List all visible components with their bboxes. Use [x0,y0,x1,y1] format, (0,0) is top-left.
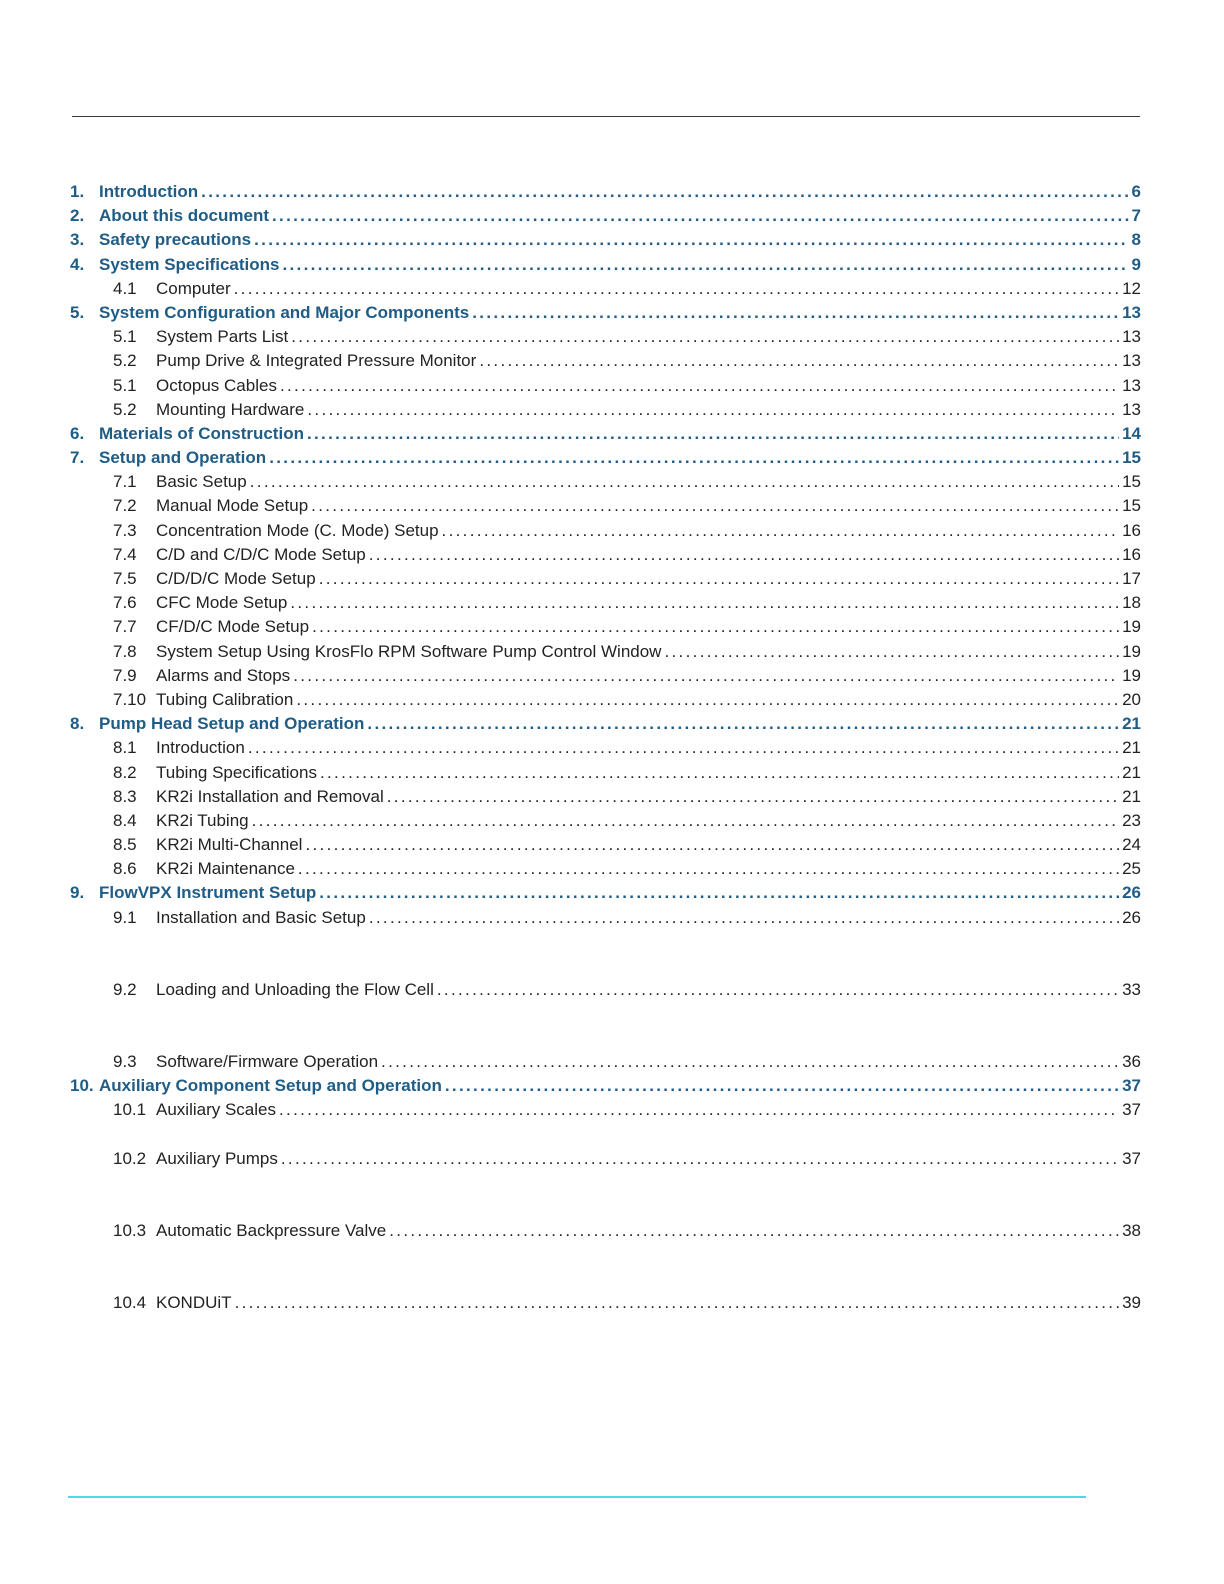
toc-entry-title: KONDUiT [156,1292,232,1312]
toc-entry-page: 24 [1122,835,1141,855]
toc-section-entry[interactable] [70,980,1141,1004]
toc-entry-number: 6. [70,423,85,443]
toc-entry-title: CFC Mode Setup [156,593,288,613]
toc-entry-page: 20 [1122,689,1141,709]
toc-entry-title: About this document [99,206,269,226]
toc-entry-title: Tubing Calibration [156,689,294,709]
toc-entry-page: 6 [1131,182,1141,201]
toc-entry-number: 7.5 [113,569,137,588]
toc-entry-page: 8 [1131,230,1141,250]
toc-entry-title: Safety precautions [99,230,252,250]
toc-entry-page: 23 [1122,810,1141,830]
toc-dot-leader [252,811,1119,831]
toc-entry-page: 25 [1122,859,1141,879]
toc-entry-title: Pump Head Setup and Operation [99,714,365,734]
toc-dot-leader [312,617,1119,637]
toc-entry-title: FlowVPX Instrument Setup [99,883,317,903]
toc-entry-page: 12 [1122,278,1141,298]
toc-entry-page: 37 [1122,1100,1141,1120]
toc-dot-leader [254,230,1128,250]
toc-dot-leader [664,642,1119,662]
toc-entry-page: 19 [1122,641,1141,661]
toc-entry-number: 8.1 [113,738,137,758]
toc-entry-number: 4. [70,254,85,274]
toc-entry-page: 13 [1122,375,1141,395]
toc-dot-leader [369,908,1119,928]
header-rule [72,116,1140,117]
toc-chapter-entry[interactable] [70,303,1141,327]
toc-entry-title: KR2i Installation and Removal [156,786,384,806]
toc-entry-number: 10.2 [113,1148,147,1168]
toc-entry-page: 13 [1122,399,1141,419]
toc-entry-number: 10.1 [113,1100,147,1120]
toc-entry-title: Basic Setup [156,472,247,492]
toc-section-entry[interactable] [70,279,1141,303]
toc-section-entry[interactable] [70,859,1141,883]
toc-section-entry[interactable] [70,400,1141,424]
toc-dot-leader [201,182,1128,202]
toc-entry-page: 26 [1122,907,1141,927]
toc-dot-leader [234,279,1119,299]
toc-entry-number: 7. [70,448,85,468]
toc-dot-leader [235,1293,1120,1313]
toc-section-entry[interactable] [70,472,1141,496]
toc-entry-title: Pump Drive & Integrated Pressure Monitor [156,351,477,371]
toc-entry-title: Software/Firmware Operation [156,1052,379,1071]
toc-dot-leader [381,1052,1119,1072]
toc-entry-number: 5.1 [113,327,137,347]
toc-entry-number: 7.8 [113,641,137,661]
toc-dot-leader [272,206,1129,226]
toc-entry-title: Auxiliary Scales [156,1100,276,1120]
toc-entry-title: C/D/D/C Mode Setup [156,569,316,588]
toc-chapter-entry[interactable] [70,1076,1141,1100]
toc-entry-title: Auxiliary Component Setup and Operation [99,1076,442,1096]
toc-dot-leader [367,714,1119,734]
toc-section-entry[interactable] [70,738,1141,762]
toc-entry-number: 8.4 [113,810,137,830]
toc-entry-page: 15 [1122,472,1141,492]
toc-dot-leader [290,593,1119,613]
toc-entry-number: 5. [70,302,85,322]
toc-dot-leader [472,303,1119,323]
toc-entry-page: 13 [1122,302,1141,322]
toc-entry-page: 19 [1122,665,1141,685]
toc-chapter-entry[interactable] [70,230,1141,254]
toc-entry-page: 39 [1122,1292,1141,1312]
toc-section-entry[interactable] [70,1221,1141,1245]
toc-entry-number: 5.2 [113,399,137,419]
toc-entry-title: Mounting Hardware [156,399,305,419]
toc-entry-page: 7 [1131,206,1141,226]
toc-entry-number: 4.1 [113,278,137,298]
toc-entry-page: 9 [1131,254,1141,274]
toc-entry-title: CF/D/C Mode Setup [156,617,310,637]
toc-section-entry[interactable] [70,835,1141,859]
toc-entry-title: Materials of Construction [99,423,304,443]
toc-entry-title: Introduction [156,738,245,758]
toc-dot-leader [387,787,1119,807]
toc-entry-number: 7.1 [113,472,137,492]
toc-dot-leader [250,472,1119,492]
toc-entry-number: 8.5 [113,835,137,855]
toc-dot-leader [369,545,1119,565]
toc-section-entry[interactable] [70,521,1141,545]
toc-entry-number: 10.3 [113,1220,147,1240]
toc-entry-title: Computer [156,278,231,298]
toc-dot-leader [307,424,1119,444]
toc-dot-leader [281,1149,1119,1169]
toc-entry-number: 10. [70,1076,94,1096]
toc-entry-page: 15 [1122,496,1141,516]
toc-section-entry[interactable] [70,593,1141,617]
toc-entry-page: 26 [1122,883,1141,903]
toc-entry-page: 37 [1122,1076,1141,1096]
toc-entry-page: 16 [1122,544,1141,564]
toc-entry-page: 15 [1122,448,1141,468]
toc-dot-leader [296,690,1119,710]
toc-entry-title: Setup and Operation [99,448,267,468]
toc-entry-page: 21 [1122,762,1141,782]
toc-dot-leader [479,351,1119,371]
toc-entry-number: 2. [70,206,85,226]
toc-entry-number: 7.9 [113,665,137,685]
toc-entry-page: 21 [1122,714,1141,734]
toc-entry-number: 9.3 [113,1052,137,1071]
toc-section-entry[interactable] [70,811,1141,835]
toc-chapter-entry[interactable] [70,424,1141,448]
toc-section-entry[interactable] [70,787,1141,811]
toc-entry-number: 5.1 [113,375,137,395]
toc-section-entry[interactable] [70,690,1141,714]
toc-entry-title: KR2i Multi-Channel [156,835,303,855]
toc-entry-title: KR2i Tubing [156,810,249,830]
toc-dot-leader [291,327,1119,347]
toc-dot-leader [269,448,1119,468]
toc-entry-title: Loading and Unloading the Flow Cell [156,979,434,999]
toc-dot-leader [279,1100,1119,1120]
toc-dot-leader [389,1221,1119,1241]
toc-chapter-entry[interactable] [70,182,1141,206]
toc-section-entry[interactable] [70,617,1141,641]
toc-entry-title: Concentration Mode (C. Mode) Setup [156,520,439,540]
toc-section-entry[interactable] [70,763,1141,787]
toc-entry-page: 37 [1122,1148,1141,1168]
toc-entry-number: 9.1 [113,907,137,927]
toc-dot-leader [311,496,1119,516]
footer-rule [68,1496,1086,1498]
toc-entry-number: 7.6 [113,593,137,613]
toc-entry-title: C/D and C/D/C Mode Setup [156,544,366,564]
toc-entry-title: System Configuration and Major Components [99,302,470,322]
toc-entry-title: Manual Mode Setup [156,496,309,516]
toc-chapter-entry[interactable] [70,883,1141,907]
toc-entry-title: Installation and Basic Setup [156,907,366,927]
toc-entry-page: 36 [1122,1052,1141,1071]
toc-entry-page: 21 [1122,786,1141,806]
toc-dot-leader [320,763,1119,783]
toc-entry-page: 18 [1122,593,1141,613]
toc-section-entry[interactable] [70,1149,1141,1173]
toc-section-entry[interactable] [70,569,1141,593]
toc-section-entry[interactable] [70,642,1141,666]
toc-dot-leader [437,980,1119,1000]
toc-dot-leader [298,859,1119,879]
toc-entry-number: 7.2 [113,496,137,516]
toc-entry-page: 14 [1122,423,1141,443]
toc-section-entry[interactable] [70,1052,1141,1076]
toc-dot-leader [282,255,1128,275]
toc-section-entry[interactable] [70,327,1141,351]
toc-entry-page: 19 [1122,617,1141,637]
toc-entry-title: Automatic Backpressure Valve [156,1220,387,1240]
toc-entry-number: 8.6 [113,859,137,879]
toc-entry-page: 16 [1122,520,1141,540]
toc-entry-title: KR2i Maintenance [156,859,295,879]
table-of-contents [70,182,1141,1317]
toc-entry-number: 9. [70,883,85,903]
toc-entry-title: System Setup Using KrosFlo RPM Software Pump Control Window [156,641,662,661]
toc-entry-number: 7.3 [113,520,137,540]
toc-section-entry[interactable] [70,496,1141,520]
toc-section-entry[interactable] [70,666,1141,690]
toc-entry-number: 8. [70,714,85,734]
toc-entry-page: 17 [1122,569,1141,588]
toc-entry-number: 7.10 [113,689,147,709]
toc-dot-leader [248,738,1119,758]
toc-entry-title: System Parts List [156,327,289,347]
toc-section-entry[interactable] [70,351,1141,375]
toc-entry-number: 8.2 [113,762,137,782]
toc-entry-page: 13 [1122,351,1141,371]
toc-dot-leader [319,883,1119,903]
toc-dot-leader [305,835,1119,855]
toc-entry-number: 8.3 [113,786,137,806]
toc-entry-number: 3. [70,230,85,250]
toc-chapter-entry[interactable] [70,448,1141,472]
toc-entry-number: 5.2 [113,351,137,371]
toc-entry-number: 1. [70,182,85,201]
toc-entry-number: 9.2 [113,979,137,999]
toc-entry-page: 13 [1122,327,1141,347]
toc-entry-page: 38 [1122,1220,1141,1240]
toc-dot-leader [445,1076,1119,1096]
toc-dot-leader [307,400,1119,420]
toc-entry-title: Auxiliary Pumps [156,1148,278,1168]
toc-entry-number: 10.4 [113,1292,147,1312]
toc-dot-leader [293,666,1119,686]
toc-dot-leader [442,521,1120,541]
toc-chapter-entry[interactable] [70,206,1141,230]
toc-entry-number: 7.7 [113,617,137,637]
toc-entry-title: System Specifications [99,254,280,274]
toc-chapter-entry[interactable] [70,714,1141,738]
toc-dot-leader [280,376,1119,396]
toc-section-entry[interactable] [70,908,1141,932]
toc-entry-title: Octopus Cables [156,375,277,395]
toc-entry-title: Introduction [99,182,199,201]
toc-entry-page: 33 [1122,979,1141,999]
toc-entry-title: Alarms and Stops [156,665,291,685]
toc-entry-number: 7.4 [113,544,137,564]
toc-entry-title: Tubing Specifications [156,762,317,782]
toc-dot-leader [319,569,1119,589]
toc-entry-page: 21 [1122,738,1141,758]
toc-section-entry[interactable] [70,1100,1141,1124]
toc-section-entry[interactable] [70,1293,1141,1317]
toc-chapter-entry[interactable] [70,255,1141,279]
toc-section-entry[interactable] [70,545,1141,569]
toc-section-entry[interactable] [70,376,1141,400]
